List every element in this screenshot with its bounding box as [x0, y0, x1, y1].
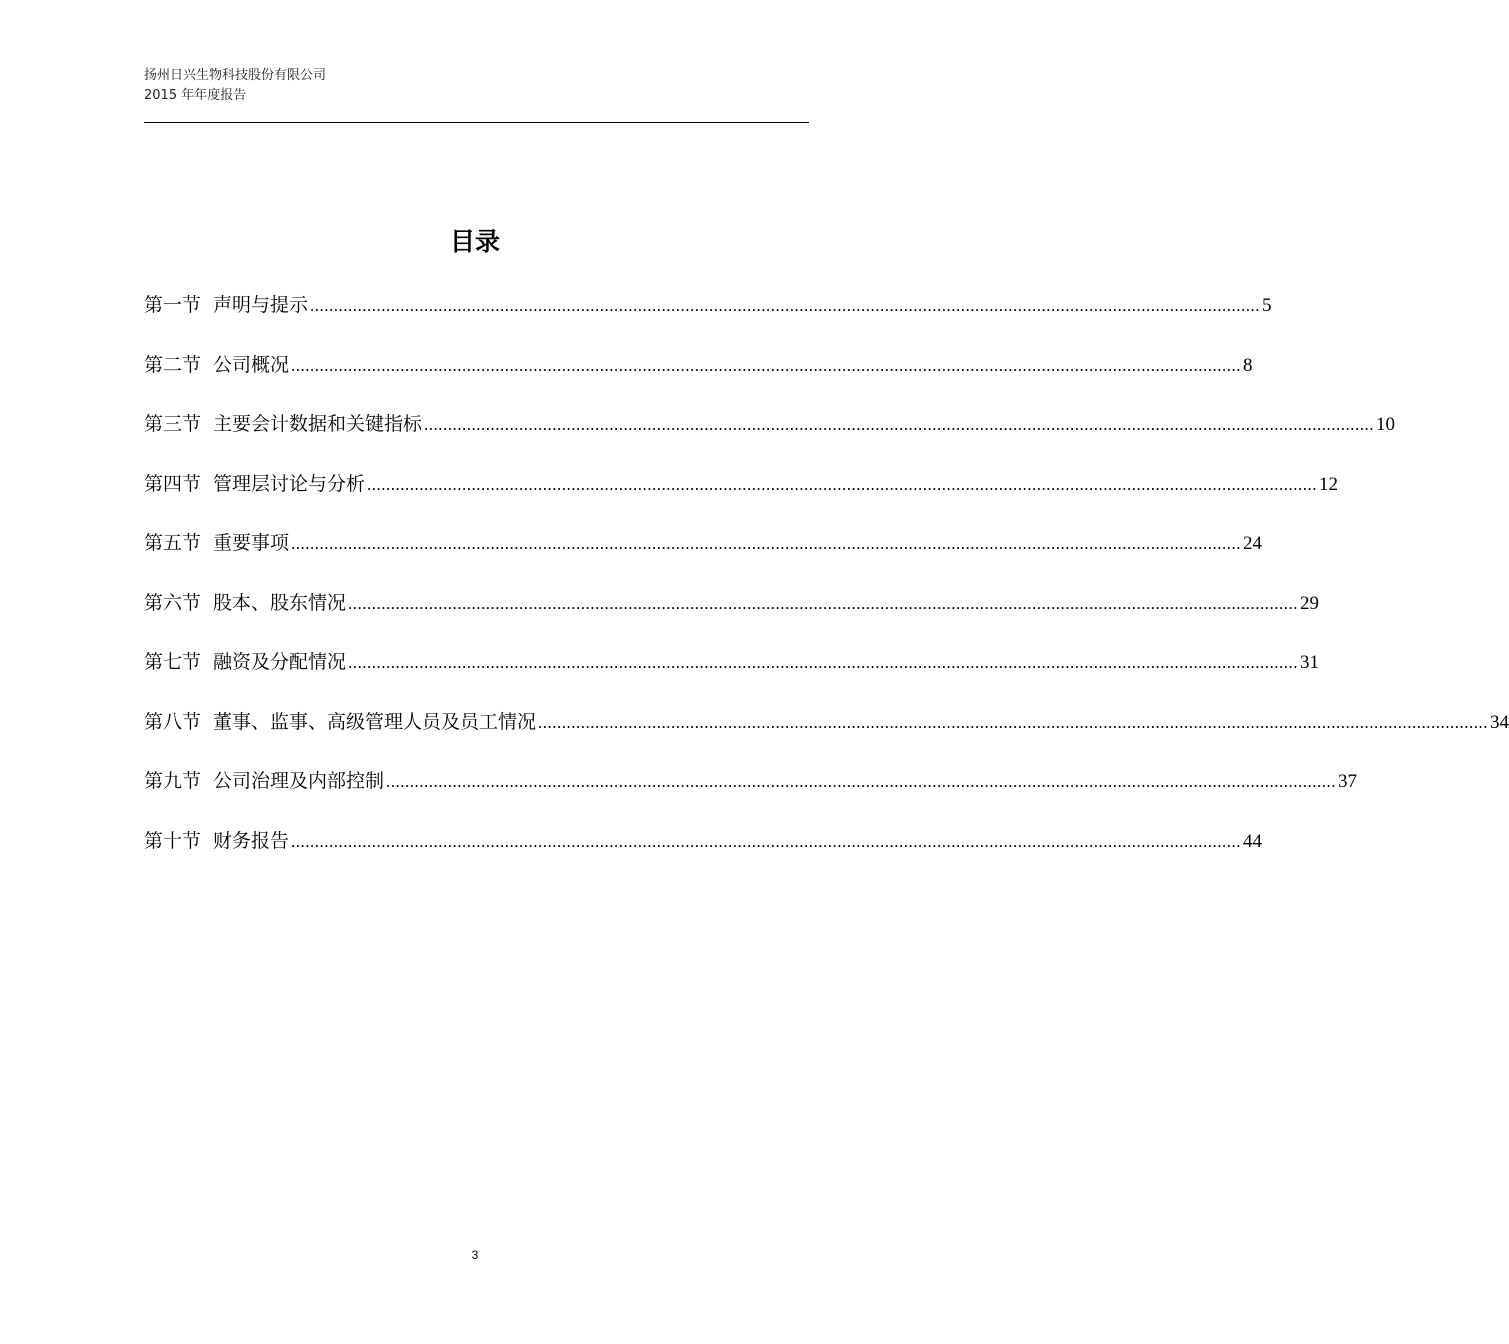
- toc-leader: ........................................................................................................................................................................................................: [424, 415, 1375, 434]
- toc-section: 第一节: [144, 294, 202, 316]
- header-report: 2015 年年度报告: [144, 88, 247, 103]
- page-number: 3: [471, 1248, 479, 1262]
- toc-section: 第十节: [144, 829, 202, 852]
- toc-leader: ........................................................................................................................................................................................................: [386, 772, 1337, 791]
- toc-page: 29: [1300, 592, 1320, 614]
- page-title: 目录: [449, 227, 500, 256]
- toc-leader: ........................................................................................................................................................................................................: [348, 653, 1299, 672]
- toc-section: 第五节: [144, 532, 202, 554]
- toc-page: 8: [1243, 354, 1253, 376]
- toc-leader: ........................................................................................................................................................................................................: [538, 712, 1489, 732]
- toc-page: 10: [1376, 414, 1396, 435]
- toc-section: 第八节: [144, 710, 202, 733]
- toc-page: 31: [1300, 652, 1320, 673]
- toc-name: 主要会计数据和关键指标: [213, 413, 423, 435]
- toc-leader: ........................................................................................................................................................................................................: [310, 296, 1261, 315]
- toc-page: 5: [1262, 295, 1272, 316]
- toc-section: 第六节: [144, 591, 202, 614]
- toc-leader: ........................................................................................................................................................................................................: [291, 534, 1242, 553]
- toc-item-4[interactable]: [144, 469, 1339, 529]
- toc-name: 融资及分配情况: [213, 651, 347, 673]
- toc-item-1[interactable]: [144, 290, 1272, 350]
- toc-leader: ........................................................................................................................................................................................................: [348, 593, 1299, 613]
- page-header: [144, 66, 810, 106]
- toc-name: 管理层讨论与分析: [213, 472, 366, 495]
- table-of-contents: [144, 290, 1509, 885]
- toc-name: 董事、监事、高级管理人员及员工情况: [213, 710, 537, 733]
- toc-section: 第四节: [144, 472, 202, 495]
- toc-section: 第二节: [144, 353, 202, 376]
- toc-page: 34: [1490, 711, 1509, 733]
- toc-section: 第七节: [144, 651, 202, 673]
- toc-leader: ........................................................................................................................................................................................................: [367, 474, 1318, 494]
- toc-page: 37: [1338, 771, 1358, 792]
- toc-name: 声明与提示: [213, 294, 309, 316]
- toc-page: 44: [1243, 830, 1263, 852]
- toc-name: 财务报告: [213, 829, 290, 852]
- header-rule: [144, 122, 809, 123]
- toc-item-8[interactable]: [144, 707, 1509, 767]
- toc-name: 重要事项: [213, 532, 290, 554]
- toc-item-9[interactable]: [144, 766, 1358, 826]
- toc-item-3[interactable]: [144, 409, 1396, 469]
- toc-page: 12: [1319, 473, 1339, 495]
- toc-leader: ........................................................................................................................................................................................................: [291, 831, 1242, 851]
- toc-name: 股本、股东情况: [213, 591, 347, 614]
- toc-leader: ........................................................................................................................................................................................................: [291, 355, 1242, 375]
- header-company: 扬州日兴生物科技股份有限公司: [144, 68, 327, 83]
- toc-section: 第三节: [144, 413, 202, 435]
- toc-section: 第九节: [144, 770, 202, 792]
- toc-name: 公司概况: [213, 353, 290, 376]
- toc-page: 24: [1243, 533, 1263, 554]
- toc-item-6[interactable]: [144, 588, 1320, 648]
- toc-item-7[interactable]: [144, 647, 1320, 707]
- toc-name: 公司治理及内部控制: [213, 770, 385, 792]
- toc-item-2[interactable]: [144, 350, 1253, 410]
- toc-item-5[interactable]: [144, 528, 1263, 588]
- toc-item-10[interactable]: [144, 826, 1263, 886]
